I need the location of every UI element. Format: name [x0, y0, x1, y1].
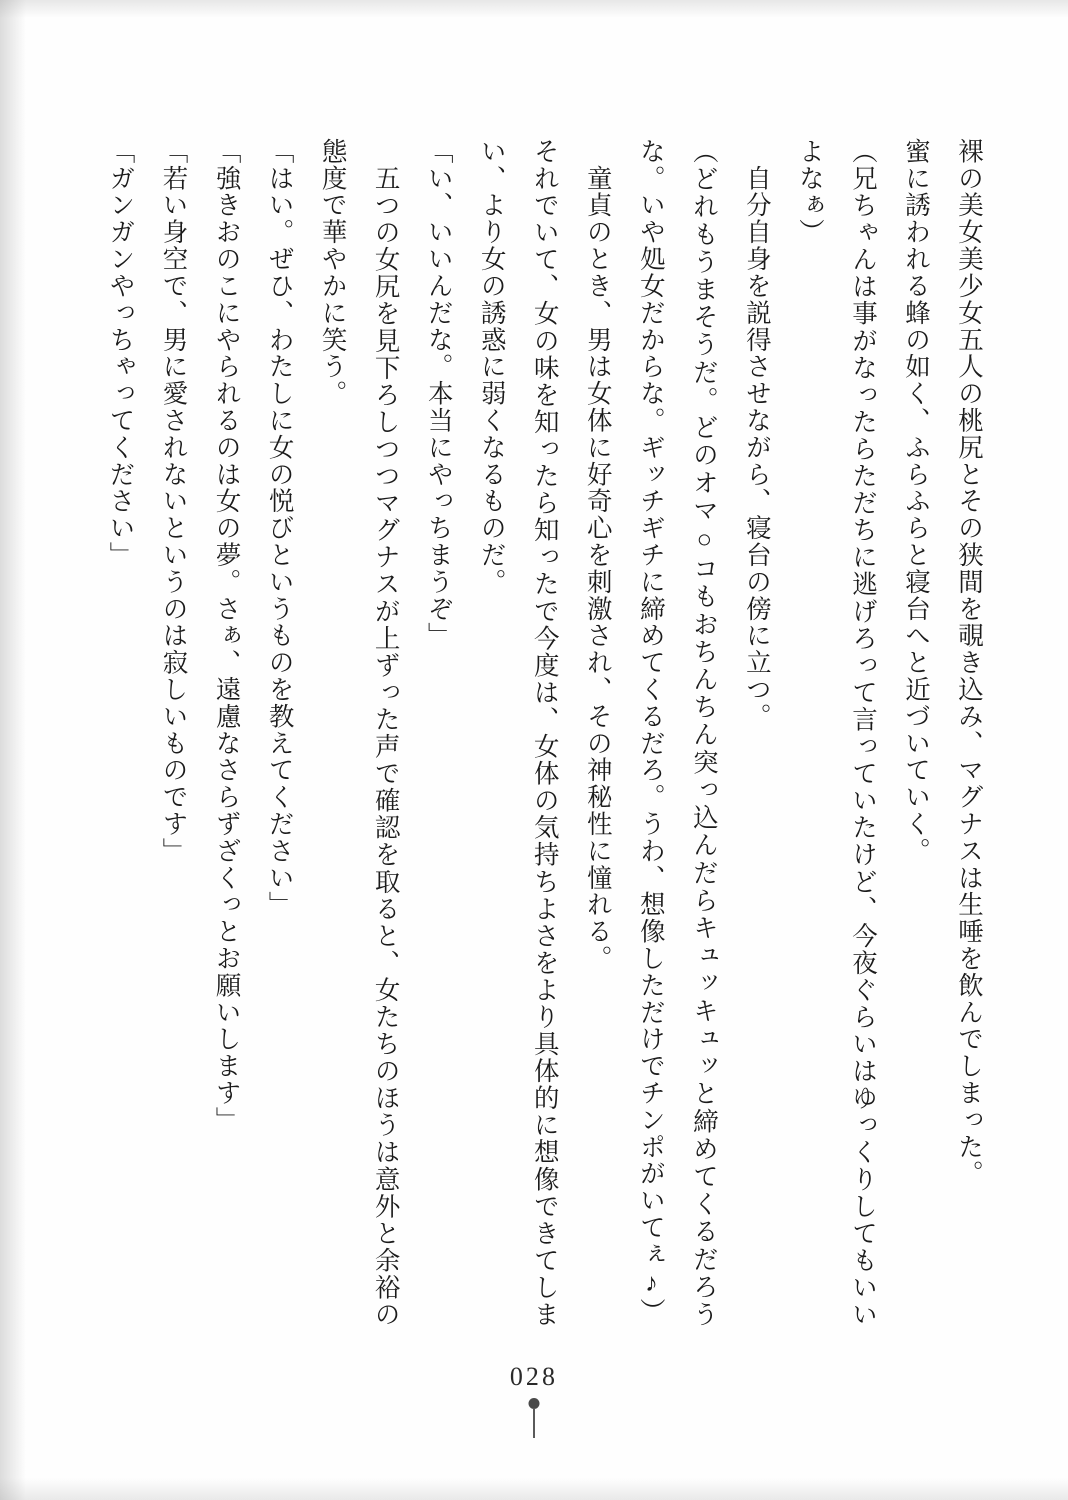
paragraph: 五つの女尻を見下ろしつつマグナスが上ずった声で確認を取ると、女たちのほうは意外と余裕の態度で華やかに笑う。 [318, 138, 401, 1328]
paragraph: 「い、いいんだな。本当にやっちまうぞ」 [424, 138, 454, 650]
paragraph: 「若い身空で、男に愛されないというのは寂しいものです」 [159, 138, 189, 865]
scan-shadow-top [0, 0, 1068, 18]
paragraph: 自分自身を説得させながら、寝台の傍に立つ。 [742, 138, 772, 730]
footer-ornament-icon [528, 1398, 540, 1438]
paragraph: それでいて、女の味を知ったら知ったで今度は、女体の気持ちよさをより具体的に想像できてしまい、より女の誘惑に弱くなるものだ。 [477, 138, 560, 1328]
scan-shadow-left [0, 0, 26, 1500]
paragraph: 裸の美女美少女五人の桃尻とその狭間を覗き込み、マグナスは生唾を飲んでしまった。 [955, 138, 984, 1188]
paragraph: （どれもうまそうだ。どのオマ○コもおちんちん突っ込んだらキュッキュッと締めてくるだろうな。いや処女だからな。ギッチギチに締めてくるだろ。うわ、想像しただけでチンポがいてぇ♪） [636, 138, 719, 1328]
ornament-stem [533, 1408, 535, 1438]
page-number: 028 [509, 1362, 559, 1391]
paragraph: 蜜に誘われる蜂の如く、ふらふらと寝台へと近づいていく。 [901, 138, 931, 865]
paragraph: 「はい。ぜひ、わたしに女の悦びというものを教えてください」 [265, 138, 295, 919]
paragraph: 「強きおのこにやられるのは女の夢。さぁ、遠慮なさらずざくっとお願いします」 [212, 138, 242, 1134]
paragraph: 「ガンガンやっちゃってください」 [106, 138, 136, 569]
page-footer [0, 1362, 1068, 1438]
page-text-body [106, 138, 996, 1328]
scan-shadow-bottom [0, 1478, 1068, 1500]
paragraph: 童貞のとき、男は女体に好奇心を刺激され、その神秘性に憧れる。 [583, 138, 613, 972]
paragraph: （兄ちゃんは事がなったらただちに逃げろって言っていたけど、今夜ぐらいはゆっくりしてもいいよなぁ） [795, 138, 878, 1328]
